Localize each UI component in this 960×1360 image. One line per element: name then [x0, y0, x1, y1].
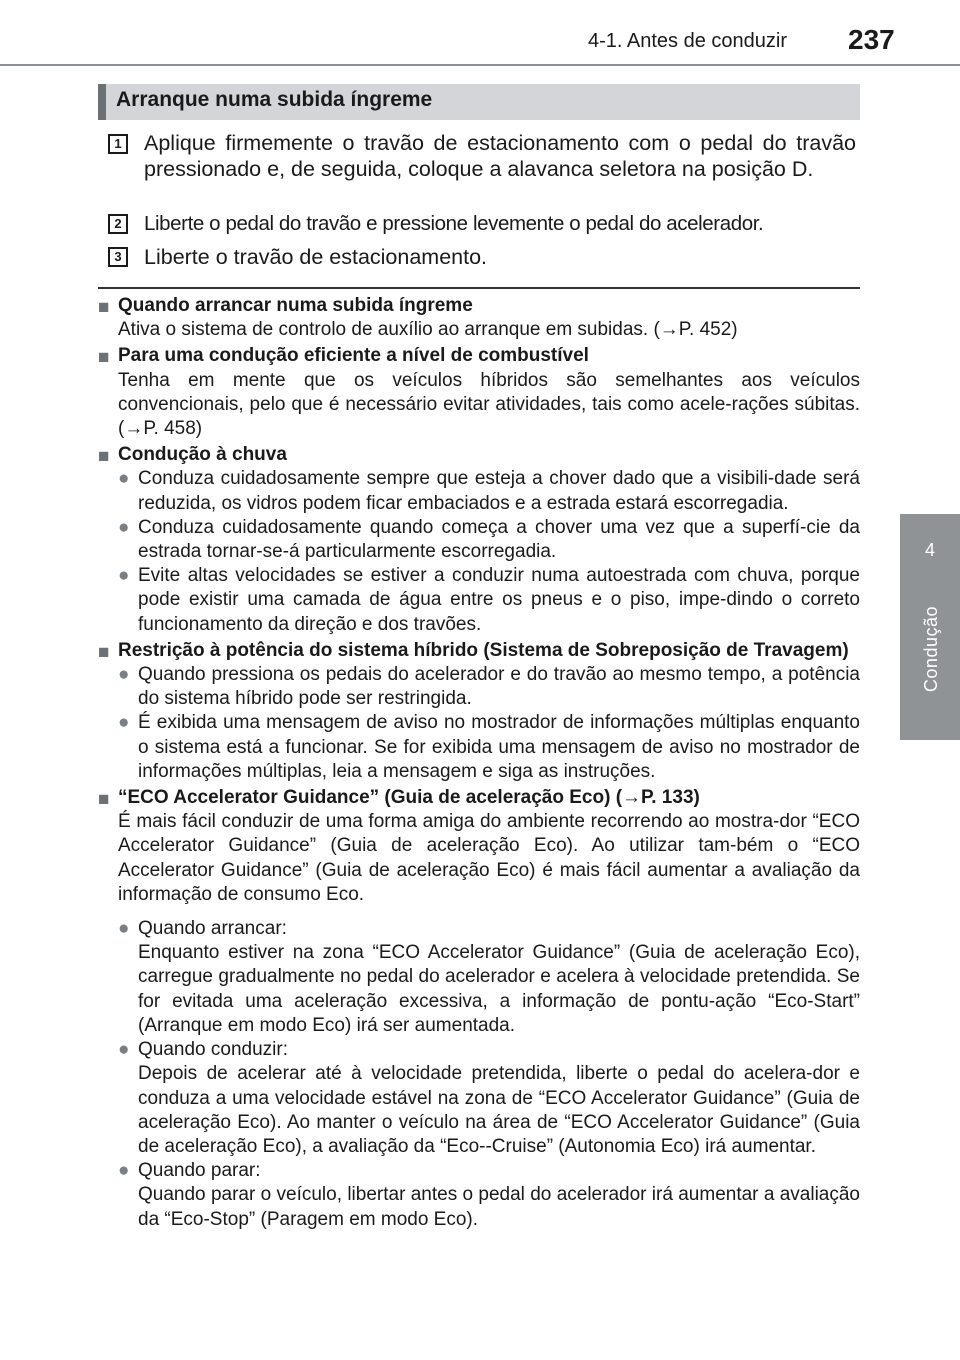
circle-bullet-icon: ● [118, 516, 130, 538]
step-1-badge: 1 [108, 134, 128, 154]
chapter-label: Condução [921, 606, 941, 693]
list-item: ● Conduza cuidadosamente quando começa a chover uma vez que a superfí-cie da estrada tornar-se-á particularmente escorregadia. [118, 516, 860, 563]
note-heading: “ECO Accelerator Guidance” (Guia de aceleração Eco) (→P. 133) [118, 787, 700, 809]
step-2-badge: 2 [108, 214, 128, 234]
page-number: 237 [848, 24, 895, 55]
circle-bullet-icon: ● [118, 664, 130, 686]
list-item: ● Quando conduzir: Depois de acelerar até à velocidade pretendida, liberte o pedal do acelera-dor e conduza a uma velocidade estável na zona de “ECO Accelerator Guidance” (Guia de aceleração Eco). Ao manter o veículo na área de “ECO Accelerator Guidance” (Guia de aceleração Eco), a avaliação da “Eco--Cruise” (Autonomia Eco) irá aumentar. [118, 1039, 860, 1157]
circle-bullet-icon: ● [118, 1160, 130, 1182]
circle-bullet-icon: ● [118, 918, 130, 940]
section-title: Arranque numa subida íngreme [116, 88, 433, 111]
square-bullet-icon: ■ [98, 446, 110, 468]
square-bullet-icon: ■ [98, 347, 110, 369]
note-hill-start [98, 294, 860, 342]
chapter-number: 4 [924, 540, 935, 560]
list-item: ● É exibida uma mensagem de aviso no mostrador de informações múltiplas enquanto o sistema está a funcionar. Se for exibida uma mensagem de aviso no mostrador de informações múltiplas, leia a mensagem e siga as instruções. [118, 712, 860, 782]
note-heading: Quando arrancar numa subida íngreme [118, 295, 473, 316]
note-text: É mais fácil conduzir de uma forma amiga do ambiente recorrendo ao mostra-dor “ECO Accelerator Guidance” (Guia de aceleração Eco). Ao utilizar tam-bém o “ECO Accelerator Guidance” (Guia de aceleração Eco) é mais fácil aumentar a avaliação da informação de consumo Eco. [118, 811, 860, 905]
list-item: ● Quando arrancar: Enquanto estiver na zona “ECO Accelerator Guidance” (Guia de aceleração Eco), carregue gradualmente no pedal do acelerador e acelera à velocidade pretendida. Se for evitada uma aceleração excessiva, a informação de pontu-ação “Eco-Start” (Arranque em modo Eco) irá ser aumentada. [118, 918, 860, 1036]
list-item: ● Quando pressiona os pedais do acelerador e do travão ao mesmo tempo, a potência do sistema híbrido pode ser restringida. [118, 664, 860, 710]
square-bullet-icon: ■ [98, 789, 110, 811]
step-3-badge: 3 [108, 247, 128, 267]
list-item: ● Evite altas velocidades se estiver a conduzir numa autoestrada com chuva, porque pode existir uma camada de água entre os pneus e o piso, impe-dindo o correto funcionamento da direção e dos travões. [118, 565, 860, 635]
step-3-text: Liberte o travão de estacionamento. [144, 245, 488, 269]
square-bullet-icon: ■ [98, 297, 110, 318]
note-text: Ativa o sistema de controlo de auxílio ao arranque em subidas. (→P. 452) [118, 319, 738, 341]
note-rain [98, 443, 860, 637]
circle-bullet-icon: ● [118, 1039, 130, 1061]
section-title-bar-accent [98, 84, 106, 120]
list-item: ● Conduza cuidadosamente sempre que esteja a chover dado que a visibili-dade será reduzida, os vidros podem ficar embaciados e a estrada estará escorregadia. [118, 468, 860, 514]
step-1-text: Aplique firmemente o travão de estacionamento com o pedal do travão pressionado e, de seguida, coloque a alavanca seletora na posição D. [144, 131, 856, 181]
steps-divider [98, 287, 860, 289]
note-text: Tenha em mente que os veículos híbridos são semelhantes aos veículos convencionais, pelo que é necessário evitar atividades, tais como acele-rações súbitas. (→P. 458) [118, 369, 860, 440]
circle-bullet-icon: ● [118, 468, 130, 490]
notes-body [98, 294, 860, 1232]
step-2-text: Liberte o pedal do travão e pressione levemente o pedal do acelerador. [144, 212, 764, 235]
circle-bullet-icon: ● [118, 712, 130, 734]
note-power-restriction [98, 639, 860, 784]
circle-bullet-icon: ● [118, 565, 130, 587]
list-item: ● Quando parar: Quando parar o veículo, libertar antes o pedal do acelerador irá aumentar a avaliação da “Eco-Stop” (Paragem em modo Eco). [118, 1160, 860, 1230]
section-breadcrumb: 4-1. Antes de conduzir [588, 30, 788, 52]
header-divider [0, 64, 960, 66]
note-fuel-efficiency [98, 344, 860, 441]
note-heading: Condução à chuva [118, 444, 287, 466]
note-eco-guidance [98, 786, 860, 1232]
note-heading: Restrição à potência do sistema híbrido (Sistema de Sobreposição de Travagem) [118, 639, 849, 661]
square-bullet-icon: ■ [98, 641, 110, 663]
note-heading: Para uma condução eficiente a nível de combustível [118, 345, 589, 367]
